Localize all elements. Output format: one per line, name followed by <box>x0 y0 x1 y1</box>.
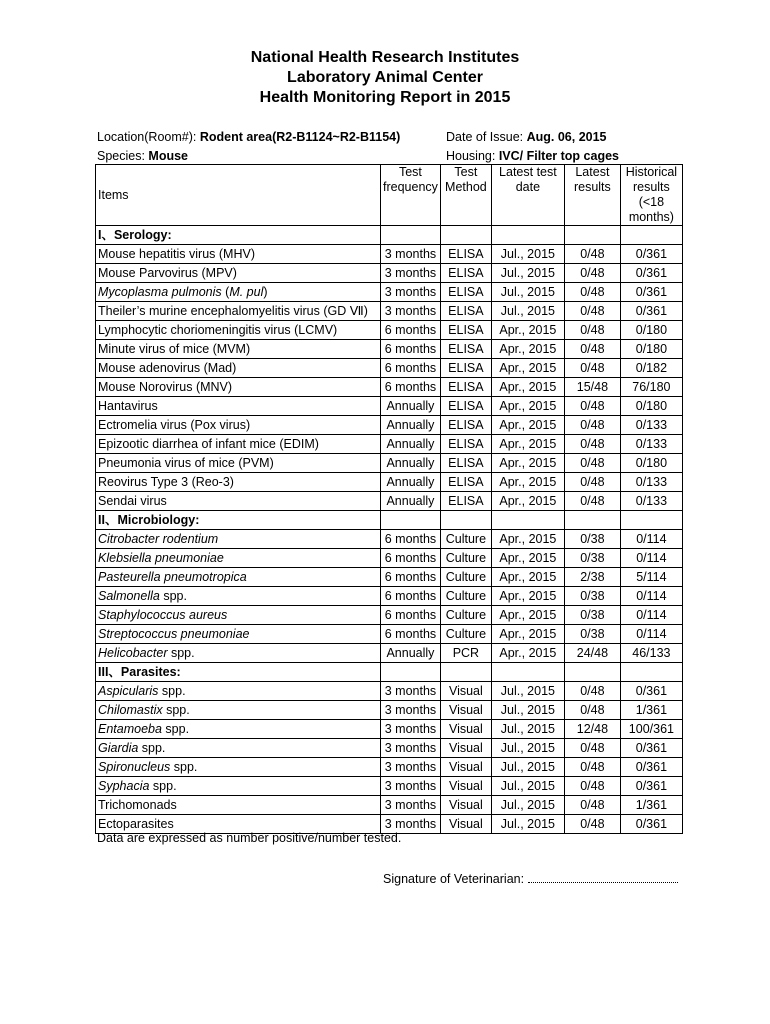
frequency-cell: 3 months <box>381 245 441 264</box>
date-cell: Apr., 2015 <box>491 340 564 359</box>
date-cell: Apr., 2015 <box>491 321 564 340</box>
latest-result-cell: 0/48 <box>564 473 620 492</box>
historical-result-cell: 0/133 <box>620 416 682 435</box>
species-value: Mouse <box>148 149 189 163</box>
latest-result-cell: 0/38 <box>564 625 620 644</box>
historical-result-cell: 0/133 <box>620 492 682 511</box>
historical-result-cell: 0/361 <box>620 777 682 796</box>
historical-result-cell: 0/114 <box>620 549 682 568</box>
item-name-italic: Salmonella <box>98 589 160 603</box>
item-name: Reovirus Type 3 (Reo-3) <box>98 475 234 489</box>
housing-line <box>446 148 619 164</box>
frequency-cell: 6 months <box>381 359 441 378</box>
historical-result-cell: 5/114 <box>620 568 682 587</box>
header-frequency: Test frequency <box>381 165 441 226</box>
latest-result-cell: 0/38 <box>564 530 620 549</box>
method-cell: Culture <box>440 606 491 625</box>
method-cell: Visual <box>440 796 491 815</box>
item-name-suffix: spp. <box>158 684 186 698</box>
historical-result-cell: 0/180 <box>620 397 682 416</box>
method-cell: ELISA <box>440 359 491 378</box>
item-cell <box>96 796 381 815</box>
method-cell: Culture <box>440 625 491 644</box>
historical-result-cell: 0/114 <box>620 606 682 625</box>
item-name-suffix: spp. <box>162 703 190 717</box>
item-name-suffix: spp. <box>161 722 190 736</box>
date-label: Date of Issue: <box>446 130 527 144</box>
table-row <box>96 264 683 283</box>
date-cell: Jul., 2015 <box>491 682 564 701</box>
method-cell: Visual <box>440 701 491 720</box>
empty-cell <box>620 663 682 682</box>
item-cell <box>96 587 381 606</box>
method-cell: Culture <box>440 549 491 568</box>
report-title-institute: National Health Research Institutes <box>250 49 520 66</box>
empty-cell <box>564 226 620 245</box>
table-row <box>96 568 683 587</box>
historical-result-cell: 0/182 <box>620 359 682 378</box>
item-name: Mouse hepatitis virus (MHV) <box>98 247 255 261</box>
item-name-italic: Helicobacter <box>98 646 168 660</box>
frequency-cell: Annually <box>381 473 441 492</box>
table-row <box>96 625 683 644</box>
table-row <box>96 701 683 720</box>
item-abbrev-italic: M. pul <box>229 285 264 299</box>
table-row <box>96 549 683 568</box>
frequency-cell: Annually <box>381 644 441 663</box>
date-cell: Apr., 2015 <box>491 587 564 606</box>
item-name-italic: Syphacia <box>98 779 150 793</box>
method-cell: Culture <box>440 530 491 549</box>
item-name-mid: ( <box>221 285 230 299</box>
historical-result-cell: 46/133 <box>620 644 682 663</box>
latest-result-cell: 0/48 <box>564 264 620 283</box>
method-cell: ELISA <box>440 264 491 283</box>
historical-result-cell: 0/133 <box>620 435 682 454</box>
date-cell: Apr., 2015 <box>491 397 564 416</box>
frequency-cell: 3 months <box>381 739 441 758</box>
frequency-cell: Annually <box>381 397 441 416</box>
item-cell <box>96 397 381 416</box>
historical-result-cell: 0/180 <box>620 454 682 473</box>
housing-label: Housing: <box>446 149 499 163</box>
latest-result-cell: 15/48 <box>564 378 620 397</box>
item-name-italic: Mycoplasma pulmonis <box>98 285 222 299</box>
item-name-suffix: ) <box>263 285 268 299</box>
method-cell: Culture <box>440 587 491 606</box>
item-name-italic: Aspicularis <box>98 684 159 698</box>
table-row <box>96 435 683 454</box>
historical-result-cell: 0/361 <box>620 245 682 264</box>
date-cell: Jul., 2015 <box>491 777 564 796</box>
frequency-cell: 6 months <box>381 568 441 587</box>
item-name: Mouse Norovirus (MNV) <box>98 380 233 394</box>
empty-cell <box>564 663 620 682</box>
historical-result-cell: 76/180 <box>620 378 682 397</box>
date-line <box>446 129 607 145</box>
item-name: Hantavirus <box>98 399 158 413</box>
frequency-cell: 3 months <box>381 758 441 777</box>
frequency-cell: Annually <box>381 492 441 511</box>
method-cell: Visual <box>440 682 491 701</box>
section-row <box>96 226 683 245</box>
method-cell: ELISA <box>440 416 491 435</box>
item-cell <box>96 644 381 663</box>
date-cell: Apr., 2015 <box>491 359 564 378</box>
header-method: Test Method <box>440 165 491 226</box>
species-line <box>97 148 188 164</box>
item-name: Trichomonads <box>98 798 177 812</box>
method-cell: ELISA <box>440 492 491 511</box>
historical-result-cell: 0/133 <box>620 473 682 492</box>
frequency-cell: 3 months <box>381 777 441 796</box>
latest-result-cell: 0/48 <box>564 245 620 264</box>
historical-result-cell: 0/114 <box>620 625 682 644</box>
item-cell <box>96 302 381 321</box>
table-row <box>96 245 683 264</box>
item-cell <box>96 701 381 720</box>
latest-result-cell: 0/48 <box>564 758 620 777</box>
table-row <box>96 378 683 397</box>
report-title-center: Laboratory Animal Center <box>287 69 483 86</box>
latest-result-cell: 24/48 <box>564 644 620 663</box>
date-cell: Jul., 2015 <box>491 758 564 777</box>
section-title: III、Parasites: <box>96 663 381 682</box>
frequency-cell: 3 months <box>381 682 441 701</box>
method-cell: Visual <box>440 815 491 834</box>
table-row <box>96 682 683 701</box>
frequency-cell: 3 months <box>381 720 441 739</box>
item-cell <box>96 682 381 701</box>
table-row <box>96 416 683 435</box>
item-name-suffix: spp. <box>149 779 177 793</box>
item-name-suffix: spp. <box>159 589 187 603</box>
table-row <box>96 473 683 492</box>
table-row <box>96 302 683 321</box>
item-name-italic: Streptococcus pneumoniae <box>98 627 250 641</box>
item-cell <box>96 340 381 359</box>
method-cell: ELISA <box>440 321 491 340</box>
item-name-italic: Pasteurella pneumotropica <box>98 570 247 584</box>
frequency-cell: 6 months <box>381 625 441 644</box>
latest-result-cell: 0/48 <box>564 796 620 815</box>
header-latest: Latest results <box>564 165 620 226</box>
date-cell: Jul., 2015 <box>491 796 564 815</box>
latest-result-cell: 0/48 <box>564 321 620 340</box>
date-cell: Jul., 2015 <box>491 739 564 758</box>
method-cell: ELISA <box>440 245 491 264</box>
latest-result-cell: 0/48 <box>564 777 620 796</box>
item-cell <box>96 473 381 492</box>
item-name-italic: Spironucleus <box>98 760 171 774</box>
historical-result-cell: 0/361 <box>620 739 682 758</box>
latest-result-cell: 0/48 <box>564 435 620 454</box>
historical-result-cell: 100/361 <box>620 720 682 739</box>
section-title: II、Microbiology: <box>96 511 381 530</box>
data-note: Data are expressed as number positive/number tested. <box>97 831 402 845</box>
empty-cell <box>381 226 441 245</box>
table-row <box>96 492 683 511</box>
empty-cell <box>491 226 564 245</box>
latest-result-cell: 0/48 <box>564 492 620 511</box>
location-label: Location(Room#): <box>97 130 200 144</box>
method-cell: ELISA <box>440 473 491 492</box>
table-row <box>96 739 683 758</box>
table-row <box>96 530 683 549</box>
item-name: Epizootic diarrhea of infant mice (EDIM) <box>98 437 319 451</box>
method-cell: Culture <box>440 568 491 587</box>
frequency-cell: 6 months <box>381 321 441 340</box>
method-cell: PCR <box>440 644 491 663</box>
frequency-cell: 3 months <box>381 815 441 834</box>
item-cell <box>96 283 381 302</box>
table-row <box>96 321 683 340</box>
item-cell <box>96 568 381 587</box>
item-cell <box>96 435 381 454</box>
method-cell: ELISA <box>440 397 491 416</box>
signature-line <box>383 870 678 886</box>
signature-field <box>528 870 678 883</box>
item-name: Mouse Parvovirus (MPV) <box>98 266 237 280</box>
table-row <box>96 454 683 473</box>
empty-cell <box>491 663 564 682</box>
date-cell: Apr., 2015 <box>491 454 564 473</box>
item-cell <box>96 264 381 283</box>
latest-result-cell: 0/48 <box>564 340 620 359</box>
section-row <box>96 663 683 682</box>
item-name-italic: Klebsiella pneumoniae <box>98 551 224 565</box>
historical-result-cell: 0/114 <box>620 530 682 549</box>
latest-result-cell: 0/38 <box>564 587 620 606</box>
item-cell <box>96 758 381 777</box>
latest-result-cell: 0/48 <box>564 454 620 473</box>
method-cell: ELISA <box>440 454 491 473</box>
date-cell: Jul., 2015 <box>491 283 564 302</box>
date-cell: Apr., 2015 <box>491 416 564 435</box>
results-table <box>95 164 683 834</box>
latest-result-cell: 0/38 <box>564 549 620 568</box>
method-cell: ELISA <box>440 435 491 454</box>
latest-result-cell: 0/48 <box>564 815 620 834</box>
method-cell: ELISA <box>440 340 491 359</box>
date-cell: Apr., 2015 <box>491 378 564 397</box>
item-name-italic: Entamoeba <box>98 722 162 736</box>
date-cell: Apr., 2015 <box>491 606 564 625</box>
table-header-row <box>96 165 683 226</box>
item-name: Mouse adenovirus (Mad) <box>98 361 237 375</box>
item-name-italic: Staphylococcus aureus <box>98 608 228 622</box>
table-row <box>96 720 683 739</box>
date-cell: Jul., 2015 <box>491 302 564 321</box>
item-cell <box>96 359 381 378</box>
method-cell: Visual <box>440 720 491 739</box>
date-cell: Apr., 2015 <box>491 644 564 663</box>
table-row <box>96 587 683 606</box>
date-cell: Apr., 2015 <box>491 492 564 511</box>
date-value: Aug. 06, 2015 <box>526 130 607 144</box>
frequency-cell: 6 months <box>381 530 441 549</box>
latest-result-cell: 0/48 <box>564 397 620 416</box>
frequency-cell: Annually <box>381 454 441 473</box>
latest-result-cell: 0/48 <box>564 283 620 302</box>
empty-cell <box>620 226 682 245</box>
empty-cell <box>381 511 441 530</box>
item-cell <box>96 454 381 473</box>
frequency-cell: 3 months <box>381 264 441 283</box>
table-row <box>96 777 683 796</box>
item-cell <box>96 416 381 435</box>
frequency-cell: 6 months <box>381 340 441 359</box>
historical-result-cell: 0/361 <box>620 815 682 834</box>
section-row <box>96 511 683 530</box>
date-cell: Apr., 2015 <box>491 530 564 549</box>
table-row <box>96 796 683 815</box>
header-historical: Historical results (<18 months) <box>620 165 682 226</box>
location-line <box>97 129 400 145</box>
item-name-suffix: spp. <box>167 646 195 660</box>
historical-result-cell: 0/180 <box>620 340 682 359</box>
date-cell: Jul., 2015 <box>491 245 564 264</box>
latest-result-cell: 0/48 <box>564 739 620 758</box>
item-cell <box>96 777 381 796</box>
date-cell: Jul., 2015 <box>491 264 564 283</box>
historical-result-cell: 0/180 <box>620 321 682 340</box>
table-row <box>96 283 683 302</box>
item-cell <box>96 606 381 625</box>
item-name: Sendai virus <box>98 494 167 508</box>
method-cell: Visual <box>440 777 491 796</box>
latest-result-cell: 0/48 <box>564 302 620 321</box>
date-cell: Apr., 2015 <box>491 625 564 644</box>
date-cell: Apr., 2015 <box>491 568 564 587</box>
housing-value: IVC/ Filter top cages <box>498 149 619 163</box>
method-cell: Visual <box>440 758 491 777</box>
frequency-cell: 3 months <box>381 283 441 302</box>
date-cell: Jul., 2015 <box>491 701 564 720</box>
signature-label: Signature of Veterinarian: <box>383 872 525 886</box>
empty-cell <box>491 511 564 530</box>
item-cell <box>96 530 381 549</box>
item-name-italic: Chilomastix <box>98 703 163 717</box>
date-cell: Jul., 2015 <box>491 815 564 834</box>
method-cell: ELISA <box>440 302 491 321</box>
empty-cell <box>381 663 441 682</box>
historical-result-cell: 1/361 <box>620 701 682 720</box>
date-cell: Apr., 2015 <box>491 435 564 454</box>
item-name-italic: Citrobacter rodentium <box>98 532 219 546</box>
historical-result-cell: 0/361 <box>620 283 682 302</box>
historical-result-cell: 0/361 <box>620 302 682 321</box>
item-cell <box>96 625 381 644</box>
empty-cell <box>564 511 620 530</box>
historical-result-cell: 0/361 <box>620 682 682 701</box>
frequency-cell: 6 months <box>381 606 441 625</box>
item-name-suffix: spp. <box>138 741 166 755</box>
table-row <box>96 340 683 359</box>
header-items: Items <box>96 165 381 226</box>
historical-result-cell: 0/361 <box>620 264 682 283</box>
frequency-cell: Annually <box>381 416 441 435</box>
item-cell <box>96 549 381 568</box>
table-row <box>96 758 683 777</box>
section-title: I、Serology: <box>96 226 381 245</box>
latest-result-cell: 0/48 <box>564 682 620 701</box>
date-cell: Apr., 2015 <box>491 549 564 568</box>
item-cell <box>96 492 381 511</box>
empty-cell <box>620 511 682 530</box>
latest-result-cell: 2/38 <box>564 568 620 587</box>
latest-result-cell: 0/48 <box>564 359 620 378</box>
report-title: Health Monitoring Report in 2015 <box>259 89 511 106</box>
species-label: Species: <box>97 149 149 163</box>
latest-result-cell: 0/38 <box>564 606 620 625</box>
item-cell <box>96 739 381 758</box>
frequency-cell: Annually <box>381 435 441 454</box>
item-cell <box>96 245 381 264</box>
latest-result-cell: 12/48 <box>564 720 620 739</box>
historical-result-cell: 0/114 <box>620 587 682 606</box>
date-cell: Jul., 2015 <box>491 720 564 739</box>
date-cell: Apr., 2015 <box>491 473 564 492</box>
table-row <box>96 644 683 663</box>
table-row <box>96 397 683 416</box>
header-date: Latest test date <box>491 165 564 226</box>
empty-cell <box>440 511 491 530</box>
frequency-cell: 3 months <box>381 302 441 321</box>
latest-result-cell: 0/48 <box>564 416 620 435</box>
historical-result-cell: 0/361 <box>620 758 682 777</box>
table-row <box>96 359 683 378</box>
item-name: Ectoparasites <box>98 817 174 831</box>
item-cell <box>96 378 381 397</box>
frequency-cell: 6 months <box>381 587 441 606</box>
item-name: Theiler’s murine encephalomyelitis virus (GD Ⅶ) <box>98 304 368 318</box>
table-row <box>96 606 683 625</box>
item-name-suffix: spp. <box>170 760 198 774</box>
latest-result-cell: 0/48 <box>564 701 620 720</box>
item-cell <box>96 720 381 739</box>
frequency-cell: 6 months <box>381 378 441 397</box>
empty-cell <box>440 226 491 245</box>
empty-cell <box>440 663 491 682</box>
item-cell <box>96 321 381 340</box>
method-cell: ELISA <box>440 283 491 302</box>
frequency-cell: 6 months <box>381 549 441 568</box>
item-name: Lymphocytic choriomeningitis virus (LCMV) <box>98 323 338 337</box>
frequency-cell: 3 months <box>381 701 441 720</box>
method-cell: Visual <box>440 739 491 758</box>
item-name: Minute virus of mice (MVM) <box>98 342 251 356</box>
item-name: Ectromelia virus (Pox virus) <box>98 418 251 432</box>
method-cell: ELISA <box>440 378 491 397</box>
frequency-cell: 3 months <box>381 796 441 815</box>
location-value: Rodent area(R2-B1124~R2-B1154) <box>199 130 401 144</box>
item-name-italic: Giardia <box>98 741 139 755</box>
historical-result-cell: 1/361 <box>620 796 682 815</box>
item-name: Pneumonia virus of mice (PVM) <box>98 456 274 470</box>
